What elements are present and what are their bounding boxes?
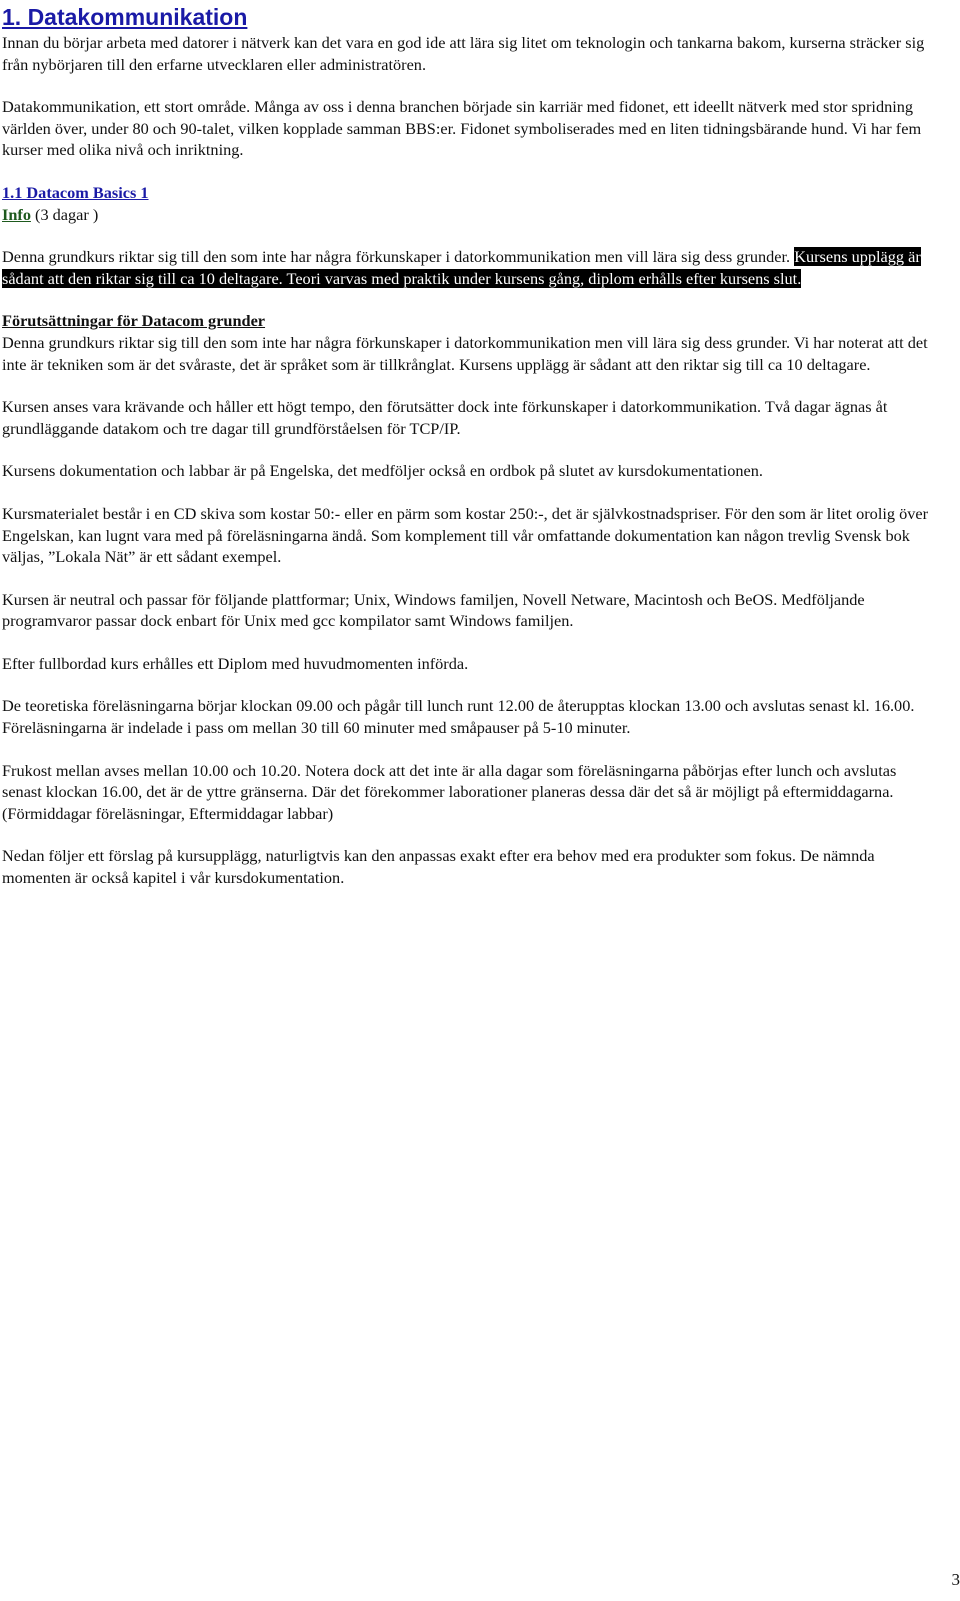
body-paragraph: Frukost mellan avses mellan 10.00 och 10.20. Notera dock att det inte är alla dagar som föreläsningarna påbörjas efter lunch och avslutas senast klockan 16.00, det är de yttre gränserna. Där det förekommer laborationer planeras dessa där det så är möjligt på eftermiddagarna. (Förmiddagar föreläsningar, Eftermiddagar labbar) [2, 760, 897, 823]
prerequisites-paragraph: Denna grundkurs riktar sig till den som inte har några förkunskaper i datorkommunikation men vill lära sig dess grunder. Vi har noterat att det inte är tekniken som är det svåraste, det är språket som är tillkrånglat. Kursens upplägg är sådant att den riktar sig till ca 10 deltagare. [2, 332, 928, 374]
course-description [2, 246, 938, 289]
document-page [2, 0, 938, 889]
intro-paragraph: Innan du börjar arbeta med datorer i nätverk kan det vara en god ide att lära sig litet om teknologin och tankarna bakom, kurserna sträcker sig från nybörjaren till den erfarne utvecklaren eller administratören. [2, 33, 925, 74]
prerequisites-heading[interactable]: Förutsättningar för Datacom grunder [2, 311, 266, 331]
course-title-link[interactable]: 1.1 Datacom Basics 1 [2, 182, 149, 202]
body-paragraph: Kursmaterialet består i en CD skiva som kostar 50:- eller en pärm som kostar 250:-, det är självkostnadspriser. För den som är litet orolig över Engelskan, kan lugnt vara med på föreläsningarna ändå. Som komplement till vår omfattande dokumentation kan någon trevlig Svensk bok väljas, ”Lokala Nät” är ett sådant exempel. [2, 503, 929, 567]
page-number: 3 [951, 1570, 960, 1589]
body-paragraph: Nedan följer ett förslag på kursupplägg, naturligtvis kan den anpassas exakt efter era behov med era produkter som fokus. De nämnda momenten är också kapitel i vår kursdokumentation. [2, 846, 875, 888]
chapter-title-link[interactable]: 1. Datakommunikation [2, 4, 248, 30]
body-paragraph: Kursen anses vara krävande och håller ett högt tempo, den förutsätter dock inte förkunskaper i datorkommunikation. Två dagar ägnas åt grundläggande datakom och tre dagar till grundförståelsen för TCP/IP. [2, 397, 888, 438]
course-duration: (3 dagar ) [30, 204, 99, 224]
highlighted-selection: Kursens upplägg är sådant att den riktar sig till ca 10 deltagare. Teori varvas med praktik under kursens gång, diplom erhålls efter kursens slut. [2, 247, 921, 288]
body-paragraph: Efter fullbordad kurs erhålles ett Diplom med huvudmomenten införda. [2, 653, 469, 673]
course-info-line [2, 204, 938, 226]
prerequisites-heading-line [2, 310, 938, 332]
course-description-text: Denna grundkurs riktar sig till den som inte har några förkunskaper i datorkommunikation men vill lära sig dess grunder. [2, 247, 791, 267]
body-paragraph: Kursens dokumentation och labbar är på Engelska, det medföljer också en ordbok på slutet av kursdokumentationen. [2, 461, 763, 481]
body-paragraph: Kursen är neutral och passar för följande plattformar; Unix, Windows familjen, Novell Netware, Macintosh och BeOS. Medföljande programvaror passar dock enbart för Unix med gcc kompilator samt Windows familjen. [2, 589, 865, 631]
body-paragraph: De teoretiska föreläsningarna börjar klockan 09.00 och pågår till lunch runt 12.00 de återupptas klockan 13.00 och avslutas senast kl. 16.00. Föreläsningarna är indelade i pass om mellan 30 till 60 minuter med småpauser på 5-10 minuter. [2, 696, 915, 738]
info-link[interactable]: Info [2, 204, 31, 224]
overview-paragraph: Datakommunikation, ett stort område. Många av oss i denna branchen började sin karriär med fidonet, ett ideellt nätverk med stor spridning världen över, under 80 och 90-talet, vilken kopplade samman BBS:er. Fidonet symboliserades med en liten tidningsbärande hund. Vi har fem kurser med olika nivå och inriktning. [2, 97, 922, 160]
